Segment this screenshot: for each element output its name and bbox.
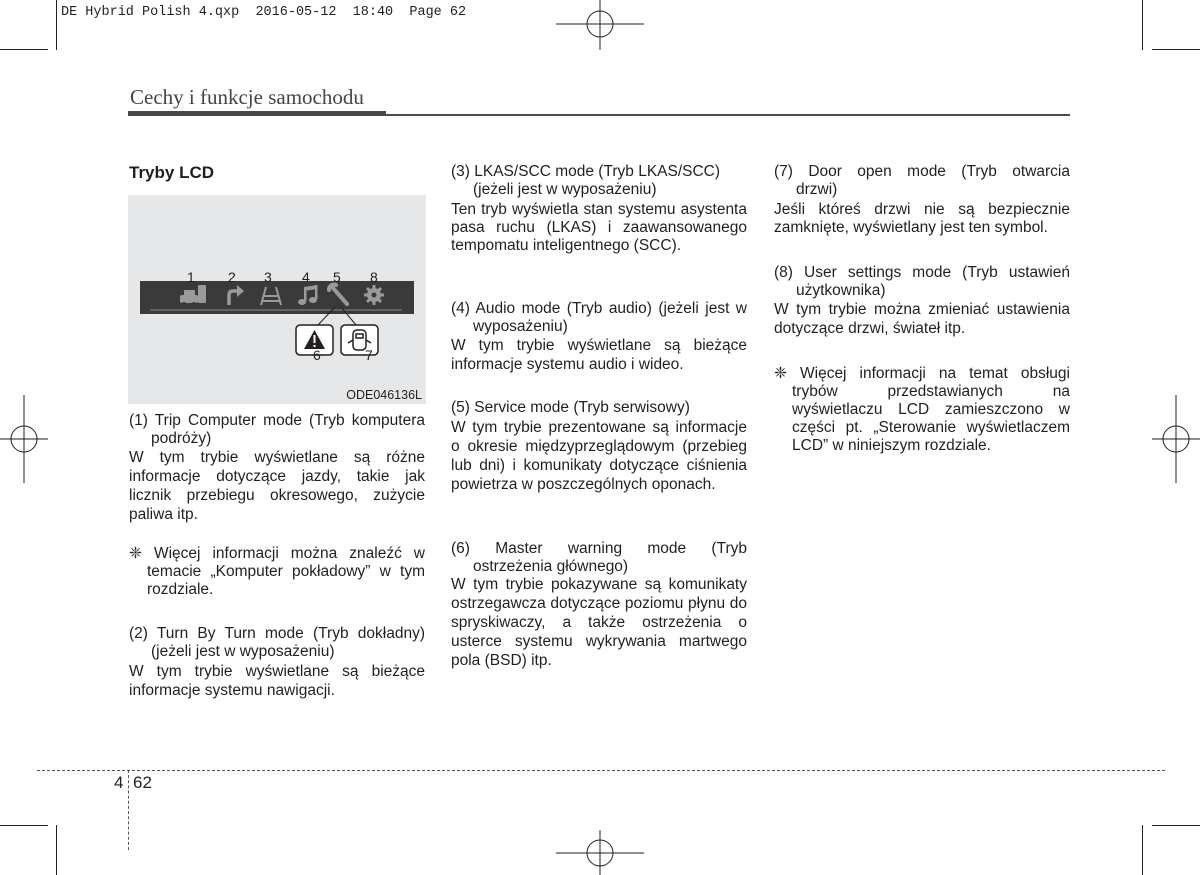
item-2-title: (2) Turn By Turn mode (Tryb dokładny): [129, 625, 425, 642]
item-6-title-cont: ostrzeżenia głównego): [473, 558, 629, 575]
figure-label-5: 5: [333, 269, 341, 285]
lcd-modes-illustration: [128, 195, 426, 404]
heading-tryby-lcd: Tryby LCD: [129, 163, 215, 182]
item-5: [451, 399, 747, 417]
figure-label-4: 4: [302, 269, 310, 285]
figure-label-1: 1: [187, 269, 195, 285]
figure-label-6: 6: [313, 347, 321, 363]
paragraph-6: W tym trybie pokazywane są komunikaty ostrzegawcza dotyczące poziomu płynu do spryskiwaczy, a także ostrzeżenia o usterce systemu wykrywania martwego pola (BSD) itp.: [451, 576, 747, 669]
paragraph-2: W tym trybie wyświetlane są bieżące informacje systemu nawigacji.: [129, 663, 425, 699]
paragraph-1: W tym trybie wyświetlane są różne informacje dotyczące jazdy, takie jak licznik przebiegu okresowego, zużycie paliwa itp.: [129, 449, 425, 523]
item-3-title-cont: (jeżeli jest w wyposażeniu): [473, 181, 657, 198]
crop-mark: [56, 0, 57, 50]
item-3-title: (3) LKAS/SCC mode (Tryb LKAS/SCC): [451, 163, 721, 180]
crop-mark: [1152, 825, 1200, 826]
title-rule-thin: [386, 114, 1070, 116]
item-7-title: (7) Door open mode (Tryb otwarcia: [774, 163, 1070, 180]
figure-code: ODE046136L: [346, 388, 422, 402]
figure-label-3: 3: [264, 269, 272, 285]
chapter-number: 4: [114, 773, 124, 792]
registration-mark-right: [1152, 395, 1200, 483]
figure-label-8: 8: [370, 269, 378, 285]
paragraph-4: W tym trybie wyświetlane są bieżące informacje systemu audio i wideo.: [451, 337, 747, 373]
paragraph-3: Ten tryb wyświetla stan systemu asystenta pasa ruchu (LKAS) i zaawansowanego tempomatu inteligentnego (SCC).: [451, 201, 747, 254]
lcd-modes-figure: [128, 195, 426, 404]
footer-rule: [37, 770, 1165, 771]
crop-mark: [1152, 49, 1200, 50]
note-1-line-3: rozdziale.: [147, 581, 214, 598]
item-8-title: (8) User settings mode (Tryb ustawień: [774, 264, 1070, 281]
print-page-label: Page 62: [409, 5, 467, 20]
paragraph-8: W tym trybie można zmieniać ustawienia dotyczące drzwi, świateł itp.: [774, 301, 1070, 337]
footer-divider: [128, 770, 129, 850]
crop-mark: [0, 825, 48, 826]
item-2-title-cont: (jeżeli jest w wyposażeniu): [151, 643, 335, 660]
figure-label-2: 2: [228, 269, 236, 285]
registration-mark-left: [0, 395, 48, 483]
item-6: [451, 540, 747, 576]
item-8-title-cont: użytkownika): [796, 282, 886, 299]
note-1: [129, 545, 425, 599]
note-2-line-2: trybów przedstawianych na: [792, 383, 1070, 400]
figure-label-7: 7: [365, 347, 373, 363]
item-3: [451, 163, 747, 199]
note-2-line-3: wyświetlaczu LCD zamieszczono w: [792, 401, 1070, 418]
print-header: [61, 5, 466, 20]
item-4-title: (4) Audio mode (Tryb audio) (jeżeli jest w: [451, 300, 747, 317]
item-7: [774, 163, 1070, 199]
title-rule: [128, 111, 386, 116]
item-1-title: (1) Trip Computer mode (Tryb komputera: [129, 412, 425, 429]
crop-mark: [1142, 0, 1143, 50]
crop-mark: [56, 825, 57, 875]
item-4-title-cont: wyposażeniu): [473, 318, 568, 335]
item-8: [774, 264, 1070, 300]
paragraph-5: W tym trybie prezentowane są informacje o okresie międzyprzeglądowym (przebieg lub dni) i komunikaty dotyczące ciśnienia powietrza w poszczególnych oponach.: [451, 419, 747, 493]
note-2-line-1: ❈ Więcej informacji na temat obsługi: [774, 365, 1070, 382]
item-5-title: (5) Service mode (Tryb serwisowy): [451, 399, 690, 416]
print-time: 18:40: [352, 5, 394, 20]
print-date: 2016-05-12: [255, 5, 337, 20]
note-2-line-4: części pt. „Sterowanie wyświetlaczem: [792, 419, 1070, 436]
item-1-title-cont: podróży): [151, 430, 212, 447]
item-2: [129, 625, 425, 661]
note-1-line-1: ❈ Więcej informacji można znaleźć w: [129, 545, 425, 562]
item-7-title-cont: drzwi): [796, 181, 838, 198]
user-settings-gear-icon: [364, 285, 384, 305]
paragraph-7: Jeśli któreś drzwi nie są bezpiecznie zamknięte, wyświetlany jest ten symbol.: [774, 201, 1070, 236]
print-file: DE Hybrid Polish 4.qxp: [61, 5, 240, 20]
section-title: Cechy i funkcje samochodu: [130, 85, 364, 109]
item-1: [129, 412, 425, 448]
registration-mark-bottom: [556, 830, 644, 875]
item-4: [451, 300, 747, 336]
note-2-line-5: LCD” w niniejszym rozdziale.: [792, 437, 991, 454]
crop-mark: [1142, 825, 1143, 875]
note-2: [774, 365, 1070, 455]
item-6-title: (6) Master warning mode (Tryb: [451, 540, 747, 557]
page-number: 62: [133, 773, 152, 792]
registration-mark-top: [556, 0, 644, 50]
crop-mark: [0, 49, 48, 50]
note-1-line-2: temacie „Komputer pokładowy” w tym: [147, 563, 425, 580]
